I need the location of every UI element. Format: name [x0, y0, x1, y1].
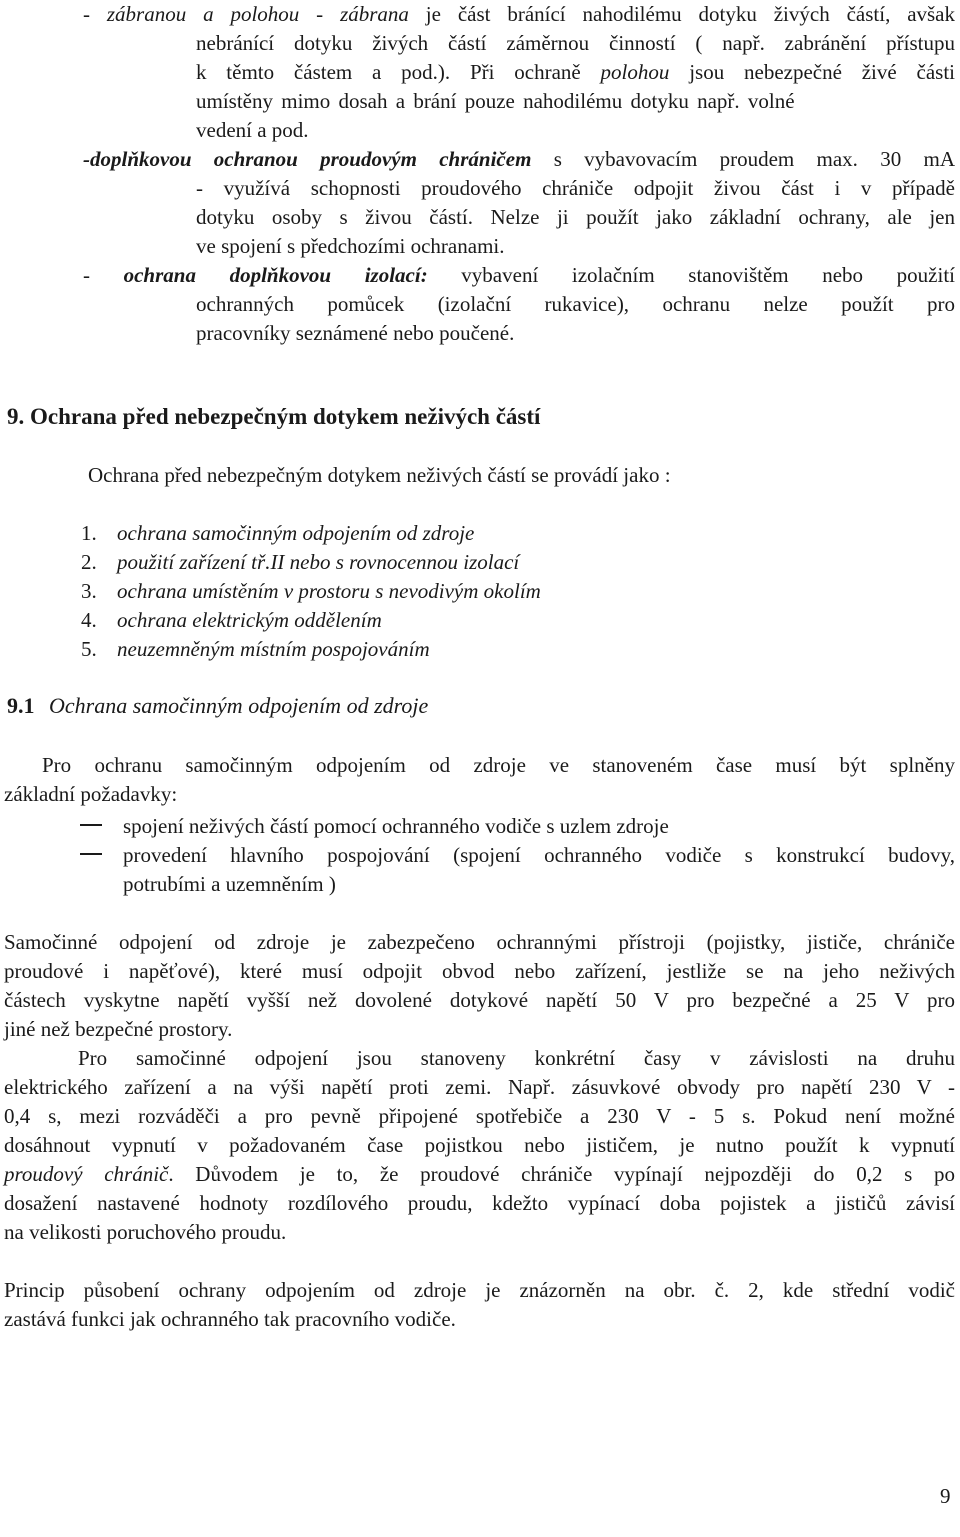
paragraph-2-line1: Samočinné odpojení od zdroje je zabezpečeno ochrannými přístroji (pojistky, jističe, chrániče [4, 930, 955, 954]
bullet-dash [80, 853, 102, 855]
numbered-item-3: 3. ochrana umístěním v prostoru s nevodivým okolím [81, 579, 541, 603]
numbered-item-5: 5. neuzemněným místním pospojováním [81, 637, 430, 661]
paragraph-3-line7: na velikosti poruchového proudu. [4, 1220, 287, 1244]
paragraph-4-line1: Princip působení ochrany odpojením od zdroje je znázorněn na obr. č. 2, kde střední vodič [4, 1278, 955, 1302]
list-item-b-line2: - využívá schopnosti proudového chrániče odpojit živou část i v případě [196, 176, 955, 200]
list-item-a-line4: umístěny mimo dosah a brání pouze nahodilému dotyku např. volné [196, 89, 795, 113]
paragraph-3-line3: 0,4 s, mezi rozváděči a pro pevně připojené spotřebiče a 230 V - 5 s. Pokud není možné [4, 1104, 955, 1128]
list-item-a-line3: k těmto částem a pod.). Při ochraně polohou jsou nebezpečné živé části [196, 60, 956, 84]
list-item-a-line5: vedení a pod. [196, 118, 309, 142]
list-item-a-line2: nebránící dotyku živých částí záměrnou činností ( např. zabránění přístupu [196, 31, 955, 55]
numbered-item-1: 1. ochrana samočinným odpojením od zdroje [81, 521, 475, 545]
paragraph-4-line2: zastává funkci jak ochranného tak pracovního vodiče. [4, 1307, 456, 1331]
bullet-2-line1: provedení hlavního pospojování (spojení ochranného vodiče s konstrukcí budovy, [123, 843, 955, 867]
paragraph-3-line1: Pro samočinné odpojení jsou stanoveny konkrétní časy v závislosti na druhu [78, 1046, 955, 1070]
paragraph-1-line1: Pro ochranu samočinným odpojením od zdroje ve stanoveném čase musí být splněny [42, 753, 955, 777]
list-item-b-line3: dotyku osoby s živou částí. Nelze ji použít jako základní ochrany, ale jen [196, 205, 955, 229]
section-9-1-heading: 9.1 Ochrana samočinným odpojením od zdroje [7, 693, 429, 718]
section-9-intro: Ochrana před nebezpečným dotykem neživých částí se provádí jako : [88, 463, 671, 487]
page-number: 9 [940, 1484, 951, 1508]
section-9-heading: 9. Ochrana před nebezpečným dotykem neživých částí [7, 404, 541, 429]
list-item-a-line1: - zábranou a polohou - zábrana je část bránící nahodilému dotyku živých částí, avšak [83, 2, 956, 26]
paragraph-3-line5: proudový chránič. Důvodem je to, že proudové chrániče vypínají nejpozději do 0,2 s po [4, 1162, 955, 1186]
list-item-b-line4: ve spojení s předchozími ochranami. [196, 234, 505, 258]
paragraph-3-line6: dosažení nastavené hodnoty rozdílového proudu, kdežto vypínací doba pojistek a jističů závisí [4, 1191, 955, 1215]
bullet-dash [80, 824, 102, 826]
numbered-item-4: 4. ochrana elektrickým oddělením [81, 608, 382, 632]
list-item-b-line1: -doplňkovou ochranou proudovým chráničem s vybavovacím proudem max. 30 mA [83, 147, 956, 171]
paragraph-3-line4: dosáhnout vypnutí v požadovaném čase pojistkou nebo jističem, je nutno použít k vypnutí [4, 1133, 955, 1157]
list-item-c-line1: - ochrana doplňkovou izolací: vybavení izolačním stanovištěm nebo použití [83, 263, 955, 287]
list-item-c-line2: ochranných pomůcek (izolační rukavice), ochranu nelze použít pro [196, 292, 955, 316]
paragraph-2-line3: částech vyskytne napětí vyšší než dovolené dotykové napětí 50 V pro bezpečné a 25 V pro [4, 988, 955, 1012]
bullet-1-line1: spojení neživých částí pomocí ochranného vodiče s uzlem zdroje [123, 814, 669, 838]
paragraph-2-line4: jiné než bezpečné prostory. [4, 1017, 233, 1041]
paragraph-3-line2: elektrického zařízení a na výši napětí proti zemi. Např. zásuvkové obvody pro napětí 230 V - [4, 1075, 955, 1099]
paragraph-2-line2: proudové i napěťové), které musí odpojit obvod nebo zařízení, jestliže se na jeho neživých [4, 959, 955, 983]
numbered-item-2: 2. použití zařízení tř.II nebo s rovnocennou izolací [81, 550, 520, 574]
bullet-2-line2: potrubími a uzemněním ) [123, 872, 336, 896]
paragraph-1-line2: základní požadavky: [4, 782, 178, 806]
list-item-c-line3: pracovníky seznámené nebo poučené. [196, 321, 515, 345]
